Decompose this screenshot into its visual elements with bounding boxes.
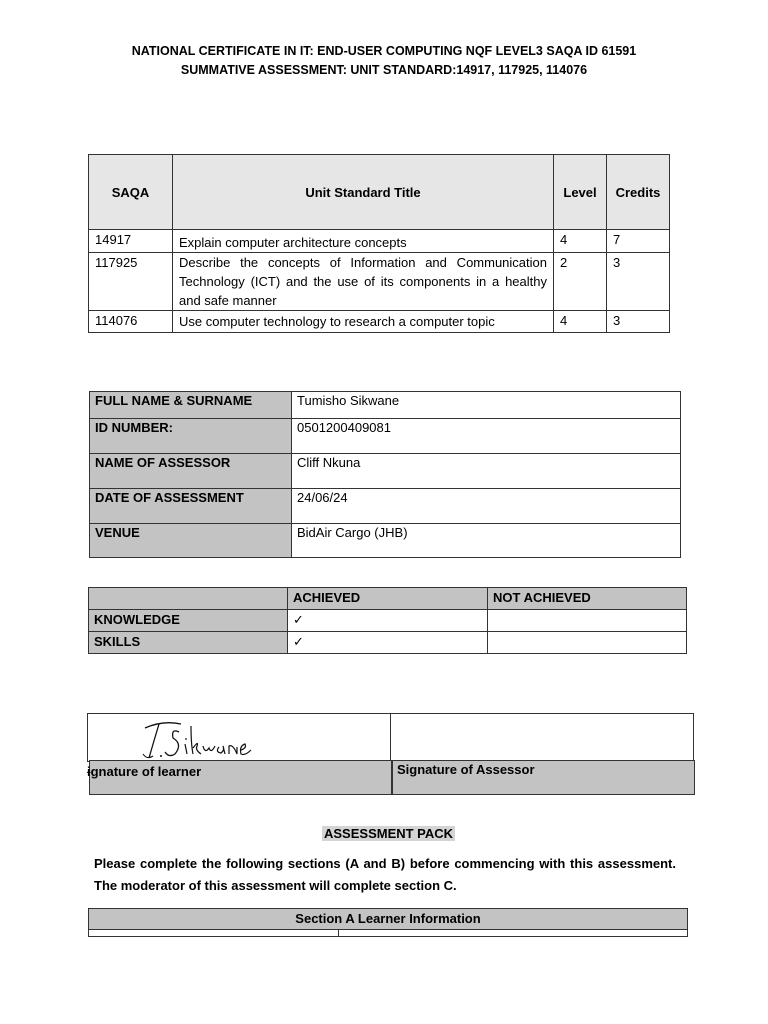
- learner-info-table: [89, 391, 681, 558]
- col-header-title: Unit Standard Title: [173, 155, 554, 230]
- assessor-name-label: NAME OF ASSESSOR: [90, 454, 292, 489]
- level-cell: 4: [554, 230, 607, 253]
- section-a-header: Section A Learner Information: [88, 908, 688, 930]
- learner-signature-label: ɨgnature of learner: [87, 764, 202, 779]
- saqa-cell: 114076: [89, 311, 173, 333]
- info-row-assessor: [90, 454, 681, 489]
- info-row-venue: [90, 524, 681, 558]
- achieved-header: ACHIEVED: [288, 588, 488, 610]
- knowledge-achieved-checkmark: ✓: [288, 610, 488, 632]
- assessor-name-value: Cliff Nkuna: [292, 454, 681, 489]
- assessor-signature-box: [390, 713, 694, 762]
- saqa-cell: 117925: [89, 253, 173, 311]
- table-row: [89, 610, 687, 632]
- level-cell: 2: [554, 253, 607, 311]
- title-cell: Describe the concepts of Information and Communication Technology (ICT) and the use of its components in a healthy and safe manner: [173, 253, 554, 311]
- credits-cell: 3: [607, 253, 670, 311]
- assessment-date-label: DATE OF ASSESSMENT: [90, 489, 292, 524]
- info-row-date: [90, 489, 681, 524]
- document-subtitle: SUMMATIVE ASSESSMENT: UNIT STANDARD:14917, 117925, 114076: [180, 63, 588, 77]
- col-header-credits: Credits: [607, 155, 670, 230]
- achievement-table: [88, 587, 687, 654]
- table-row: [89, 311, 670, 333]
- assessor-signature-label: Signature of Assessor: [397, 762, 535, 777]
- saqa-cell: 14917: [89, 230, 173, 253]
- full-name-value: Tumisho Sikwane: [292, 392, 681, 419]
- knowledge-not-achieved-cell: [488, 610, 687, 632]
- document-title: NATIONAL CERTIFICATE IN IT: END-USER COMPUTING NQF LEVEL3 SAQA ID 61591: [131, 44, 637, 58]
- assessor-signature-label-cell: [392, 760, 695, 795]
- full-name-label: FULL NAME & SURNAME: [90, 392, 292, 419]
- achievement-corner-cell: [89, 588, 288, 610]
- venue-value: BidAir Cargo (JHB): [292, 524, 681, 558]
- unit-standard-table: [88, 154, 670, 333]
- table-row: [89, 632, 687, 654]
- title-cell: Use computer technology to research a computer topic: [173, 311, 554, 333]
- knowledge-label: KNOWLEDGE: [89, 610, 288, 632]
- assessment-pack-title: ASSESSMENT PACK: [324, 826, 454, 841]
- info-row-id-number: [90, 419, 681, 454]
- assessment-date-value: 24/06/24: [292, 489, 681, 524]
- venue-label: VENUE: [90, 524, 292, 558]
- id-number-label: ID NUMBER:: [90, 419, 292, 454]
- not-achieved-header: NOT ACHIEVED: [488, 588, 687, 610]
- skills-not-achieved-cell: [488, 632, 687, 654]
- credits-cell: 7: [607, 230, 670, 253]
- learner-signature-label-cell: [89, 760, 392, 795]
- credits-cell: 3: [607, 311, 670, 333]
- section-a-table-row: [88, 929, 688, 937]
- unit-table-header-row: [89, 155, 670, 230]
- col-header-saqa: SAQA: [89, 155, 173, 230]
- id-number-value: 0501200409081: [292, 419, 681, 454]
- achievement-header-row: [89, 588, 687, 610]
- info-row-full-name: [90, 392, 681, 419]
- level-cell: 4: [554, 311, 607, 333]
- assessment-instructions: Please complete the following sections (A and B) before commencing with this assessment. The moderator of this assessment will complete section C.: [94, 856, 676, 893]
- table-row: [89, 253, 670, 311]
- col-header-level: Level: [554, 155, 607, 230]
- learner-signature-image: [133, 714, 303, 764]
- table-row: [89, 230, 670, 253]
- skills-achieved-checkmark: ✓: [288, 632, 488, 654]
- learner-signature-box: [87, 713, 391, 762]
- title-cell: Explain computer architecture concepts: [173, 230, 554, 253]
- section-a-divider: [338, 929, 339, 937]
- skills-label: SKILLS: [89, 632, 288, 654]
